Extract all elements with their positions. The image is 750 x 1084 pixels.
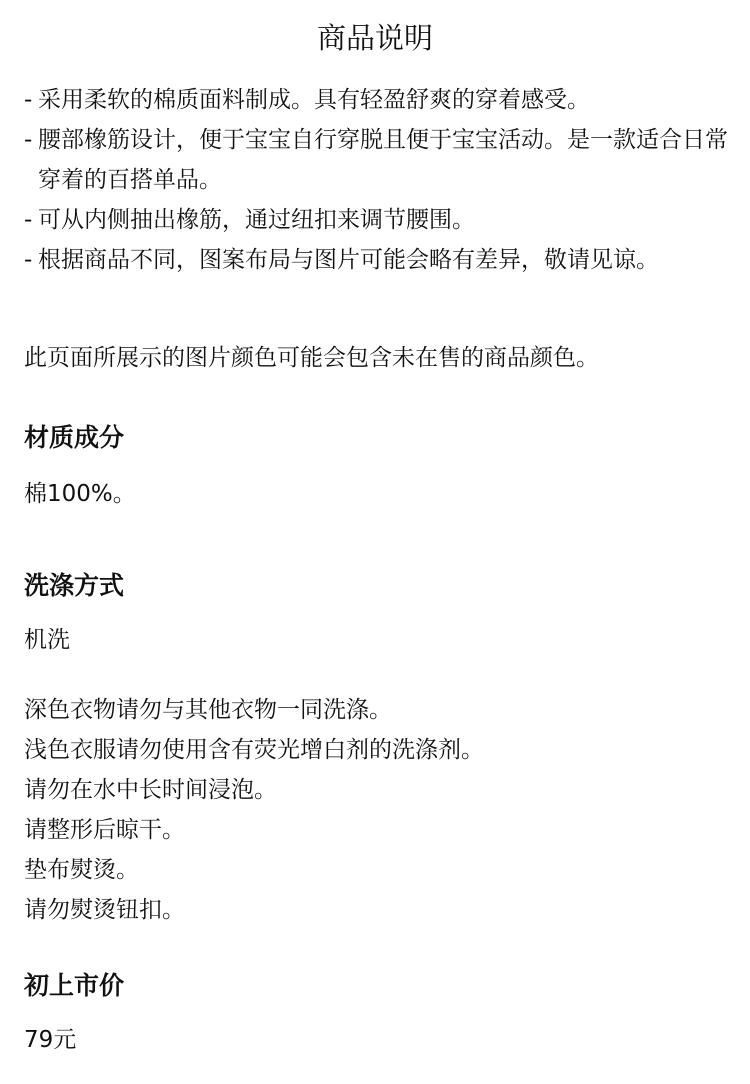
bullet-dash: - xyxy=(24,207,33,233)
feature-item xyxy=(24,120,732,200)
page-title: 商品说明 xyxy=(316,21,433,55)
feature-text: 根据商品不同，图案布局与图片可能会略有差异，敬请见谅。 xyxy=(38,247,659,273)
feature-list xyxy=(24,80,732,280)
care-item: 垫布熨烫。 xyxy=(24,857,139,883)
feature-item xyxy=(24,240,732,280)
feature-text: 可从内侧抽出橡筋，通过纽扣来调节腰围。 xyxy=(38,207,475,233)
care-item: 请勿在水中长时间浸泡。 xyxy=(24,777,277,803)
material-value: 棉100%。 xyxy=(24,481,136,507)
feature-item xyxy=(24,200,732,240)
care-item: 请勿熨烫钮扣。 xyxy=(24,897,185,923)
feature-text: 腰部橡筋设计，便于宝宝自行穿脱且便于宝宝活动。是一款适合日常穿着的百搭单品。 xyxy=(38,127,728,193)
care-item: 请整形后晾干。 xyxy=(24,817,185,843)
washing-method: 机洗 xyxy=(24,627,70,653)
bullet-dash: - xyxy=(24,247,33,273)
price-heading: 初上市价 xyxy=(24,971,125,1000)
care-item: 深色衣物请勿与其他衣物一同洗涤。 xyxy=(24,697,392,723)
care-item: 浅色衣服请勿使用含有荧光增白剂的洗涤剂。 xyxy=(24,737,484,763)
feature-item xyxy=(24,80,732,120)
bullet-dash: - xyxy=(24,127,33,153)
color-notice: 此页面所展示的图片颜色可能会包含未在售的商品颜色。 xyxy=(24,345,599,371)
bullet-dash: - xyxy=(24,87,33,113)
washing-heading: 洗涤方式 xyxy=(24,571,125,600)
price-value: 79元 xyxy=(24,1027,77,1053)
feature-text: 采用柔软的棉质面料制成。具有轻盈舒爽的穿着感受。 xyxy=(38,87,590,113)
care-instructions xyxy=(24,690,732,930)
material-heading: 材质成分 xyxy=(24,423,125,452)
